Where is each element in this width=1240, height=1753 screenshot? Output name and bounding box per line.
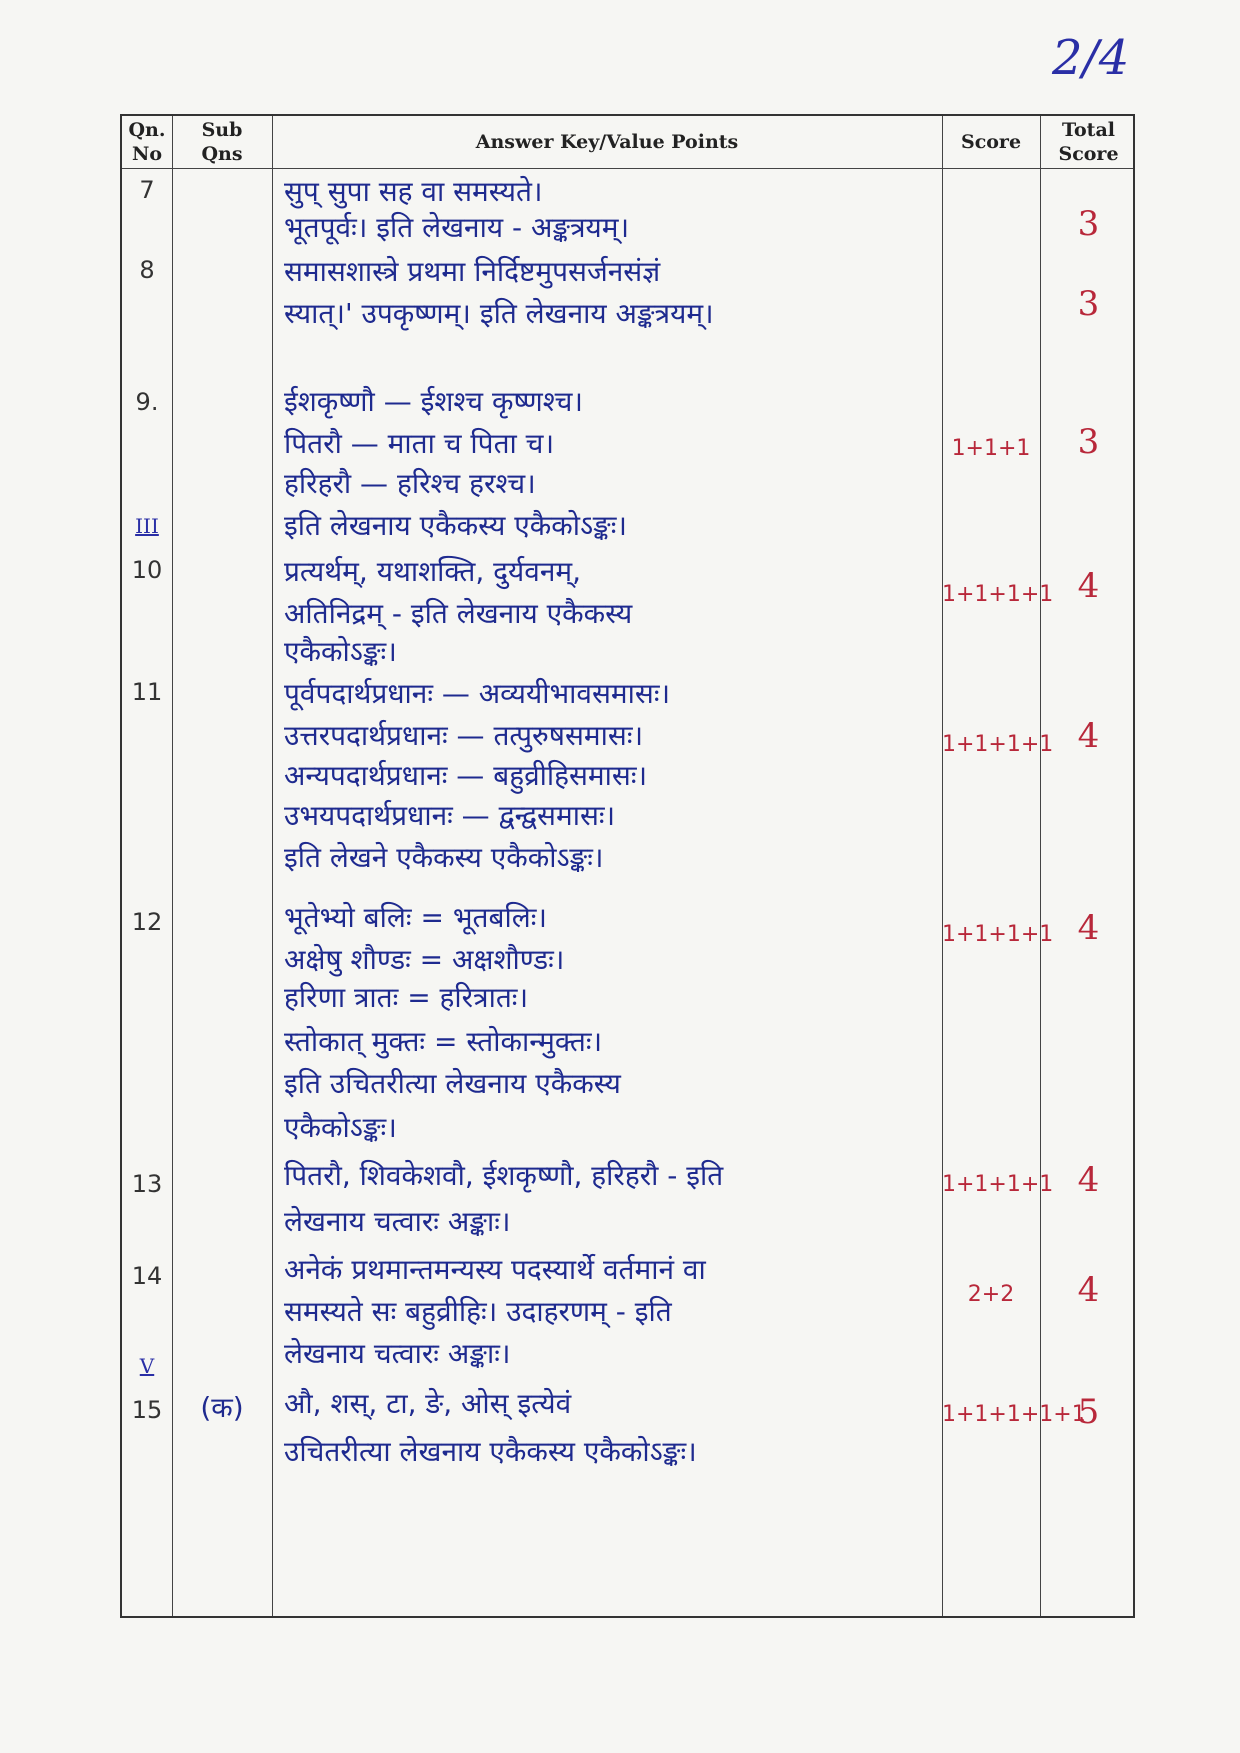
total-score: 3	[1077, 204, 1100, 244]
answer-key-table	[120, 114, 1135, 1618]
answer-line: समासशास्त्रे प्रथमा निर्दिष्टमुपसर्जनसंज्ञं	[284, 255, 661, 288]
header-score-label: Score	[960, 131, 1022, 153]
answer-line: प्रत्यर्थम्, यथाशक्ति, दुर्यवनम्,	[284, 555, 582, 588]
header-total-line: Score	[1058, 143, 1119, 165]
header-qn-line: No	[131, 143, 163, 165]
total-score: 3	[1077, 284, 1100, 324]
header-sub-line: Qns	[201, 143, 243, 165]
answer-line: भूतेभ्यो बलिः = भूतबलिः।	[284, 901, 547, 934]
answer-line: अन्यपदार्थप्रधानः — बहुव्रीहिसमासः।	[284, 759, 648, 792]
total-score: 4	[1077, 566, 1100, 606]
total-score: 4	[1077, 716, 1100, 756]
header-sub-qns	[172, 116, 272, 168]
header-total-line: Total	[1062, 119, 1115, 141]
column-divider	[942, 116, 943, 1616]
answer-line: हरिहरौ — हरिश्च हरश्च।	[284, 467, 536, 500]
answer-line: भूतपूर्वः। इति लेखनाय - अङ्कत्रयम्।	[284, 211, 630, 244]
answer-line: ईशकृष्णौ — ईशश्च कृष्णश्च।	[284, 385, 584, 418]
answer-line: समस्यते सः बहुव्रीहिः। उदाहरणम् - इति	[284, 1295, 672, 1328]
header-qn-no	[122, 116, 172, 168]
score-breakdown: 1+1+1	[951, 436, 1031, 461]
answer-line: औ, शस्, टा, ङे, ओस् इत्येवं	[284, 1387, 572, 1420]
answer-line: सुप् सुपा सह वा समस्यते।	[284, 175, 543, 208]
answer-line: पूर्वपदार्थप्रधानः — अव्ययीभावसमासः।	[284, 677, 671, 710]
header-qn-line: Qn.	[128, 119, 166, 141]
answer-line: स्यात्।' उपकृष्णम्। इति लेखनाय अङ्कत्रयम्।	[284, 297, 714, 330]
column-divider	[1040, 116, 1041, 1616]
total-score: 3	[1077, 422, 1100, 462]
score-breakdown: 1+1+1+1	[942, 1172, 1054, 1197]
answer-line: लेखनाय चत्वारः अङ्काः।	[284, 1205, 511, 1238]
answer-line: स्तोकात् मुक्तः = स्तोकान्मुक्तः।	[284, 1025, 603, 1058]
sub-question-label: (क)	[200, 1391, 244, 1424]
question-number: 9.	[135, 388, 159, 416]
header-divider	[122, 168, 1133, 169]
answer-line: अक्षेषु शौण्डः = अक्षशौण्डः।	[284, 943, 565, 976]
answer-line: इति लेखनाय एकैकस्य एकैकोऽङ्कः।	[284, 509, 628, 542]
answer-line: उत्तरपदार्थप्रधानः — तत्पुरुषसमासः।	[284, 719, 644, 752]
total-score: 4	[1077, 1160, 1100, 1200]
total-score: 4	[1077, 908, 1100, 948]
question-number: 7	[139, 176, 155, 204]
answer-line: लेखनाय चत्वारः अङ्काः।	[284, 1337, 511, 1370]
header-sub-line: Sub	[201, 119, 243, 141]
header-score	[942, 116, 1040, 168]
answer-line: पितरौ — माता च पिता च।	[284, 427, 555, 460]
column-divider	[272, 116, 273, 1616]
total-score: 4	[1077, 1270, 1100, 1310]
answer-line: अतिनिद्रम् - इति लेखनाय एकैकस्य	[284, 597, 633, 630]
answer-line: इति लेखने एकैकस्य एकैकोऽङ्कः।	[284, 841, 604, 874]
score-breakdown: 1+1+1+1	[942, 582, 1054, 607]
header-total-score	[1040, 116, 1137, 168]
question-number: 10	[131, 556, 163, 584]
question-number: 12	[131, 908, 163, 936]
answer-line: पितरौ, शिवकेशवौ, ईशकृष्णौ, हरिहरौ - इति	[284, 1159, 724, 1192]
score-breakdown: 1+1+1+1+1	[942, 1402, 1086, 1427]
score-breakdown: 1+1+1+1	[942, 922, 1054, 947]
total-score: 5	[1077, 1392, 1100, 1432]
answer-line: एकैकोऽङ्कः।	[284, 1111, 397, 1144]
answer-line: हरिणा त्रातः = हरित्रातः।	[284, 981, 529, 1014]
question-number: 14	[131, 1262, 163, 1290]
answer-line: उचितरीत्या लेखनाय एकैकस्य एकैकोऽङ्कः।	[284, 1435, 697, 1468]
answer-line: अनेकं प्रथमान्तमन्यस्य पदस्यार्थे वर्तमानं वा	[284, 1253, 706, 1286]
answer-line: इति उचितरीत्या लेखनाय एकैकस्य	[284, 1067, 621, 1100]
score-breakdown: 2+2	[967, 1282, 1015, 1307]
answer-line: एकैकोऽङ्कः।	[284, 635, 397, 668]
question-number: 8	[139, 256, 155, 284]
section-marker-iii: III	[135, 514, 159, 538]
question-number: 13	[131, 1170, 163, 1198]
header-answer-key	[272, 116, 942, 168]
page-number: 2/4	[1052, 30, 1130, 86]
score-breakdown: 1+1+1+1	[942, 732, 1054, 757]
answer-line: उभयपदार्थप्रधानः — द्वन्द्वसमासः।	[284, 799, 616, 832]
question-number: 15	[131, 1396, 163, 1424]
question-number: 11	[131, 678, 163, 706]
header-answer-key-label: Answer Key/Value Points	[475, 131, 739, 153]
section-marker-v: V	[139, 1354, 155, 1378]
